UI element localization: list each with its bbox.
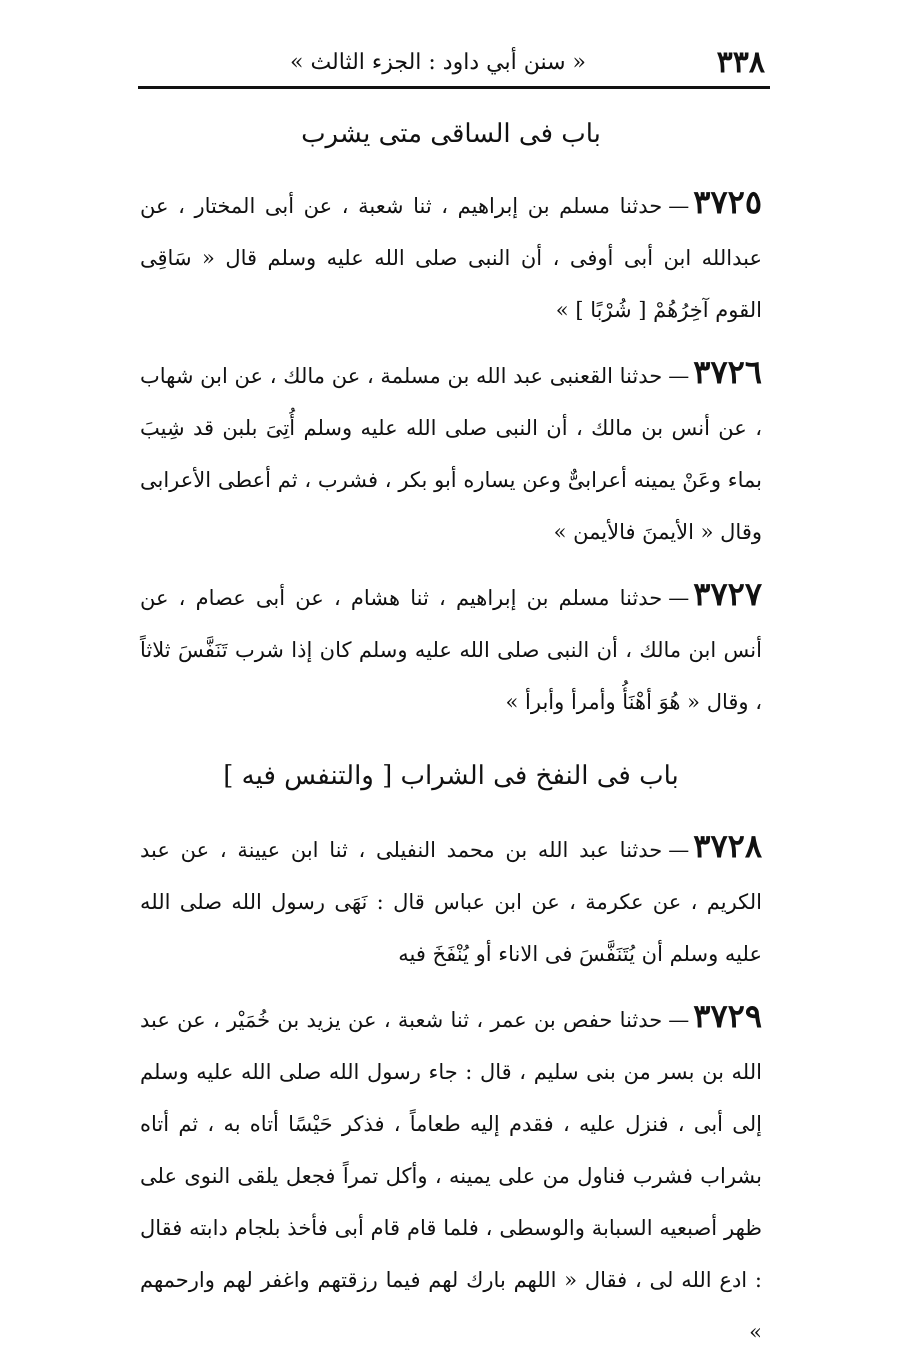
page-number: ٣٣٨ bbox=[716, 44, 765, 80]
hadith-number: ٣٧٢٩ bbox=[693, 997, 762, 1035]
hadith-number: ٣٧٢٨ bbox=[693, 827, 762, 865]
page-content bbox=[140, 112, 762, 1368]
running-header bbox=[140, 42, 765, 82]
hadith-paragraph: ٣٧٢٦—حدثنا القعنبى عبد الله بن مسلمة ، عن مالك ، عن ابن شهاب ، عن أنس بن مالك ، أن النبى صلى الله عليه وسلم أُتِىَ بلبن قد شِيبَ بماء وعَنْ يمينه أعرابىٌّ وعن يساره أبو بكر ، فشرب ، ثم أعطى الأعرابى وقال « الأيمنَ فالأيمن » bbox=[140, 353, 762, 544]
hadith-text: حدثنا مسلم بن إبراهيم ، ثنا هشام ، عن أبى عصام ، عن أنس ابن مالك ، أن النبى صلى الله عليه وسلم كان إذا شرب تَنَفَّسَ ثلاثاً ، وقال « هُوَ أهْنَأُ وأمرأ وأبرأ » bbox=[140, 586, 762, 714]
hadith-paragraph: ٣٧٢٨—حدثنا عبد الله بن محمد النفيلى ، ثنا ابن عيينة ، عن عبد الكريم ، عن عكرمة ، عن ابن عباس قال : نَهَى رسول الله صلى الله عليه وسلم أن يُتَنَفَّسَ فى الاناء أو يُنْفَخَ فيه bbox=[140, 827, 762, 966]
hadith-number: ٣٧٢٧ bbox=[693, 575, 762, 613]
hadith-text: حدثنا عبد الله بن محمد النفيلى ، ثنا ابن عيينة ، عن عبد الكريم ، عن عكرمة ، عن ابن عباس قال : نَهَى رسول الله صلى الله عليه وسلم أن يُتَنَفَّسَ فى الاناء أو يُنْفَخَ فيه bbox=[140, 838, 762, 966]
hadith-paragraph: ٣٧٢٧—حدثنا مسلم بن إبراهيم ، ثنا هشام ، عن أبى عصام ، عن أنس ابن مالك ، أن النبى صلى الله عليه وسلم كان إذا شرب تَنَفَّسَ ثلاثاً ، وقال « هُوَ أهْنَأُ وأمرأ وأبرأ » bbox=[140, 575, 762, 714]
header-rule bbox=[138, 86, 770, 89]
hadith-text: حدثنا مسلم بن إبراهيم ، ثنا شعبة ، عن أبى المختار ، عن عبدالله ابن أبى أوفى ، أن النبى صلى الله عليه وسلم قال « سَاقِى القوم آخِرُهُمْ [ شُرْبًا ] » bbox=[140, 194, 762, 322]
hadith-number: ٣٧٢٥ bbox=[693, 183, 762, 221]
hadith-number: ٣٧٢٦ bbox=[693, 353, 762, 391]
hadith-text: حدثنا حفص بن عمر ، ثنا شعبة ، عن يزيد بن خُمَيْر ، عن عبد الله بن بسر من بنى سليم ، قال : جاء رسول الله صلى الله عليه وسلم إلى أبى ، فنزل عليه ، فقدم إليه طعاماً ، فذكر حَيْسًا أتاه به ، ثم أتاه بشراب فشرب فناول من على يمينه ، وأكل تمراً فجعل يلقى النوى على ظهر أصبعيه السبابة والوسطى ، فلما قام قام أبى فأخذ بلجام دابته فقال : ادع الله لى ، فقال « اللهم بارك لهم فيما رزقتهم واغفر لهم وارحمهم » bbox=[140, 1008, 762, 1344]
hadith-text: حدثنا القعنبى عبد الله بن مسلمة ، عن مالك ، عن ابن شهاب ، عن أنس بن مالك ، أن النبى صلى الله عليه وسلم أُتِىَ بلبن قد شِيبَ بماء وعَنْ يمينه أعرابىٌّ وعن يساره أبو بكر ، فشرب ، ثم أعطى الأعرابى وقال « الأيمنَ فالأيمن » bbox=[140, 364, 762, 544]
chapter-title: باب فى الساقى متى يشرب bbox=[301, 119, 601, 149]
running-title: « سنن أبي داود : الجزء الثالث » bbox=[290, 49, 586, 75]
chapter-title: باب فى النفخ فى الشراب [ والتنفس فيه ] bbox=[223, 761, 679, 791]
hadith-paragraph: ٣٧٢٩—حدثنا حفص بن عمر ، ثنا شعبة ، عن يزيد بن خُمَيْر ، عن عبد الله بن بسر من بنى سليم ، قال : جاء رسول الله صلى الله عليه وسلم إلى أبى ، فنزل عليه ، فقدم إليه طعاماً ، فذكر حَيْسًا أتاه به ، ثم أتاه بشراب فشرب فناول من على يمينه ، وأكل تمراً فجعل يلقى النوى على ظهر أصبعيه السبابة والوسطى ، فلما قام قام أبى فأخذ بلجام دابته فقال : ادع الله لى ، فقال « اللهم بارك لهم فيما رزقتهم واغفر لهم وارحمهم » bbox=[140, 997, 762, 1344]
hadith-paragraph: ٣٧٢٥—حدثنا مسلم بن إبراهيم ، ثنا شعبة ، عن أبى المختار ، عن عبدالله ابن أبى أوفى ، أن النبى صلى الله عليه وسلم قال « سَاقِى القوم آخِرُهُمْ [ شُرْبًا ] » bbox=[140, 183, 762, 322]
